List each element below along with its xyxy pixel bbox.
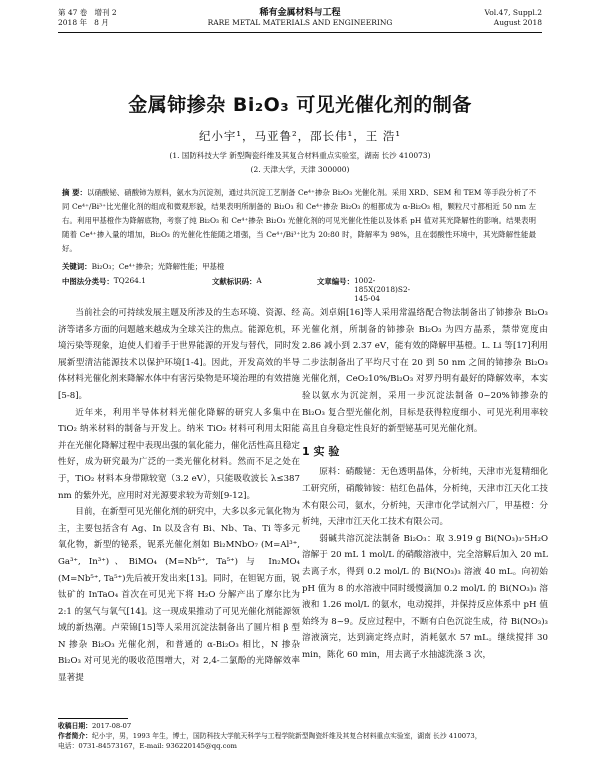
paragraph: 弱碱共溶沉淀法制备 Bi₂O₃：取 3.919 g Bi(NO₃)₃·5H₂O 溶解于 20 mL 1 mol/L 的硝酸溶液中，完全溶解后加入 20 mL 去离子水，得到 0.2 mol/L 的 Bi(NO₃)₃ 溶液 40 mL。向初始 pH 值为 8 的水溶液中同时缓慢滴加 0.2 mol/L 的 Bi(NO₃)₃ 溶液和 1.26 mol/L 的氨水，电动搅拌，并保持反应体系中 pH 值始终为 8~9。反应过程中，不断有白色沉淀生成，待 Bi(NO₃)₃ 溶液滴完，达到滴定终点时，消耗氨水 57 mL。继续搅拌 30 min，陈化 60 min，用去离子水抽滤洗涤 3 次，	[302, 533, 548, 660]
clc-label: 中图法分类号：	[62, 277, 114, 286]
classification-line	[62, 276, 536, 303]
abstract-label: 摘 要：	[62, 188, 87, 197]
paragraph: 高。刘卓娟[16]等人采用常温络配合物法制备出了铈掺杂 Bi₂O₃ 光催化剂，所制备的铈掺杂 Bi₂O₃ 为四方晶系，禁带宽度由 2.86 减小到 2.37 eV，能有效的降解甲基橙。L. Li 等[17]利用二步法制备出了平均尺寸在 20 到 50 nm 之间的铈掺杂 Bi₂O₃ 光催化剂，CeO₂10%/Bi₂O₃ 对罗丹明有最好的降解效率，本实验以氨水为沉淀剂，采用一步沉淀法制备 0~20%铈掺杂的 Bi₂O₃ 复合型光催化剂，目标是获得粒度细小、可见光利用率较高且自身稳定性良好的新型铋基可见光催化剂。	[302, 308, 548, 435]
authors: 纪小宇¹，马亚鲁²，邵长伟¹，王 浩¹	[198, 129, 402, 143]
header-center	[58, 8, 542, 28]
volume: 第 47 卷	[58, 8, 88, 17]
paper-title: 金属铈掺杂 Bi₂O₃ 可见光催化剂的制备	[128, 94, 472, 116]
date-en: August 2018	[493, 18, 542, 27]
footnote-author	[58, 731, 548, 741]
keywords	[62, 261, 536, 272]
journal-name-en: RARE METAL MATERIALS AND ENGINEERING	[207, 18, 393, 27]
footnote-received	[58, 721, 548, 731]
header-right	[485, 8, 542, 28]
keywords-label: 关键词：	[62, 262, 92, 271]
running-header	[58, 8, 542, 38]
year: 2018 年	[58, 18, 87, 27]
abstract-text: 以硝酸铋、硝酸铈为原料，氨水为沉淀剂，通过共沉淀工艺制备 Ce⁴⁺掺杂 Bi₂O₃ 光催化剂。采用 XRD、SEM 和 TEM 等手段分析了不同 Ce⁴⁺/Bi³⁺比光催化剂的组成和微观形貌，结果表明所制备的 Bi₂O₃ 和 Ce⁴⁺掺杂 Bi₂O₃ 的相都成为 α-Bi₂O₃ 相，颗粒尺寸都相近 50 nm 左右。利用甲基橙作为降解底物，考察了纯 Bi₂O₃ 和 Ce⁴⁺掺杂 Bi₂O₃ 光催化剂的可见光催化性能以及体系 pH 值对其光降解性的影响。结果表明随着 Ce⁴⁺掺入量的增加，Bi₂O₃ 的光催化性能随之增强，当 Ce⁴⁺/Bi³⁺比为 20:80 时，降解率为 98%，且在弱酸性环境中，其光降解性能最好。	[62, 188, 537, 253]
right-column	[302, 305, 548, 663]
paragraph: 当前社会的可持续发展主题及所涉及的生态环境、资源、经济等诸多方面的问题越来越成为全球关注的焦点。能源危机，环境污染等现象，迫使人们着手于世界能源的开发与替代，同时发展新型清洁能源技术以保护环境[1-4]。因此，开发高效的半导体材料光催化剂来降解水体中有害污染物是环境治理的有效措施[5-8]。	[58, 308, 300, 401]
author-bio: 纪小宇，男，1993 年生，博士，国防科技大学航天科学与工程学院新型陶瓷纤维及其复合材料重点实验室，湖南 长沙 410073，	[91, 732, 482, 740]
keywords-text: Bi₂O₃；Ce⁴⁺掺杂；光降解性能；甲基橙	[91, 262, 225, 271]
article-number-label: 文章编号：	[317, 277, 354, 286]
volume-en: Vol.47, Suppl.2	[484, 8, 542, 17]
article-number: 1002-185X(2018)S2-145-04	[353, 276, 411, 303]
affiliation-1: (1. 国防科技大学 新型陶瓷纤维及其复合材料重点实验室，湖南 长沙 410073)	[169, 151, 431, 160]
paragraph: 原料：硝酸铋：无色透明晶体，分析纯，天津市光复精细化工研究所，硝酸铈铵：桔红色晶体，分析纯，天津市江天化工技术有限公司，氨水，分析纯，天津市化学试剂六厂，甲基橙：分析纯，天津市江天化工技术有限公司。	[302, 467, 548, 528]
journal-name-cn: 稀有金属材料与工程	[259, 8, 341, 18]
paragraph: 近年来，利用半导体材料光催化降解的研究人多集中在 TiO₂ 纳米材料的制备与开发上。纳米 TiO₂ 材料可利用太阳能并在光催化降解过程中表现出强的氧化能力，催化活性高且稳定性好，成为研究最为广泛的一类光催化材料。然而不足之处在于，TiO₂ 材料本身带隙较宽（3.2 eV），只能吸收波长 λ≤387 nm 的紫外光，应用时对光源要求较为苛刻[9-12]。	[58, 407, 300, 501]
paragraph: 目前，在新型可见光催化剂的研究中，大多以多元氧化物为主，主要包括含有 Ag、In 以及含有 Bi、Nb、Ta、Ti 等多元氧化物，新型的铋系，铌系光催化剂如 Bi₂MNbO₇ (M=Al³⁺, Ga³⁺, In³⁺)、BiMO₄ (M=Nb⁵⁺, Ta⁵⁺) 与 In₂MO₄ (M=Nb⁵⁺, Ta⁵⁺)先后被开发出来[13]。同时，在钽铌方面，锐钛矿的 InTaO₄ 首次在可见光下将 H₂O 分解产出了摩尔比为 2:1 的氢气与氧气[14]。这一现成果推动了可见光催化剂能源领域的新热潮。卢荣锦[15]等人采用沉淀法制备出了圆片相 β 型 N 掺杂 Bi₂O₃ 光催化剂，和普通的 α-Bi₂O₃ 相比，N 掺杂 Bi₂O₃ 对可见光的吸收范围增大，对 2,4-二氯酚的光降解效率显著提	[58, 507, 300, 684]
doc-code: A	[256, 276, 262, 285]
doc-code-label: 文献标识码：	[212, 277, 257, 286]
footnote-contact: 电话：0731-84573167，E-mail: 936220145@qq.com	[58, 742, 237, 750]
footnote-rule	[58, 718, 128, 719]
section-heading: 1 实 验	[302, 444, 340, 458]
affiliation-2: (2. 天津大学，天津 300000)	[250, 165, 350, 174]
received-label: 收稿日期：	[58, 722, 92, 730]
clc-number: TQ264.1	[113, 276, 146, 285]
abstract	[62, 186, 536, 256]
author-label: 作者简介：	[58, 732, 92, 740]
received-date: 2017-08-07	[91, 722, 132, 730]
supplement: 增刊 2	[94, 8, 117, 17]
left-column	[58, 305, 300, 687]
header-rule	[58, 32, 542, 33]
month: 8 月	[94, 18, 109, 27]
